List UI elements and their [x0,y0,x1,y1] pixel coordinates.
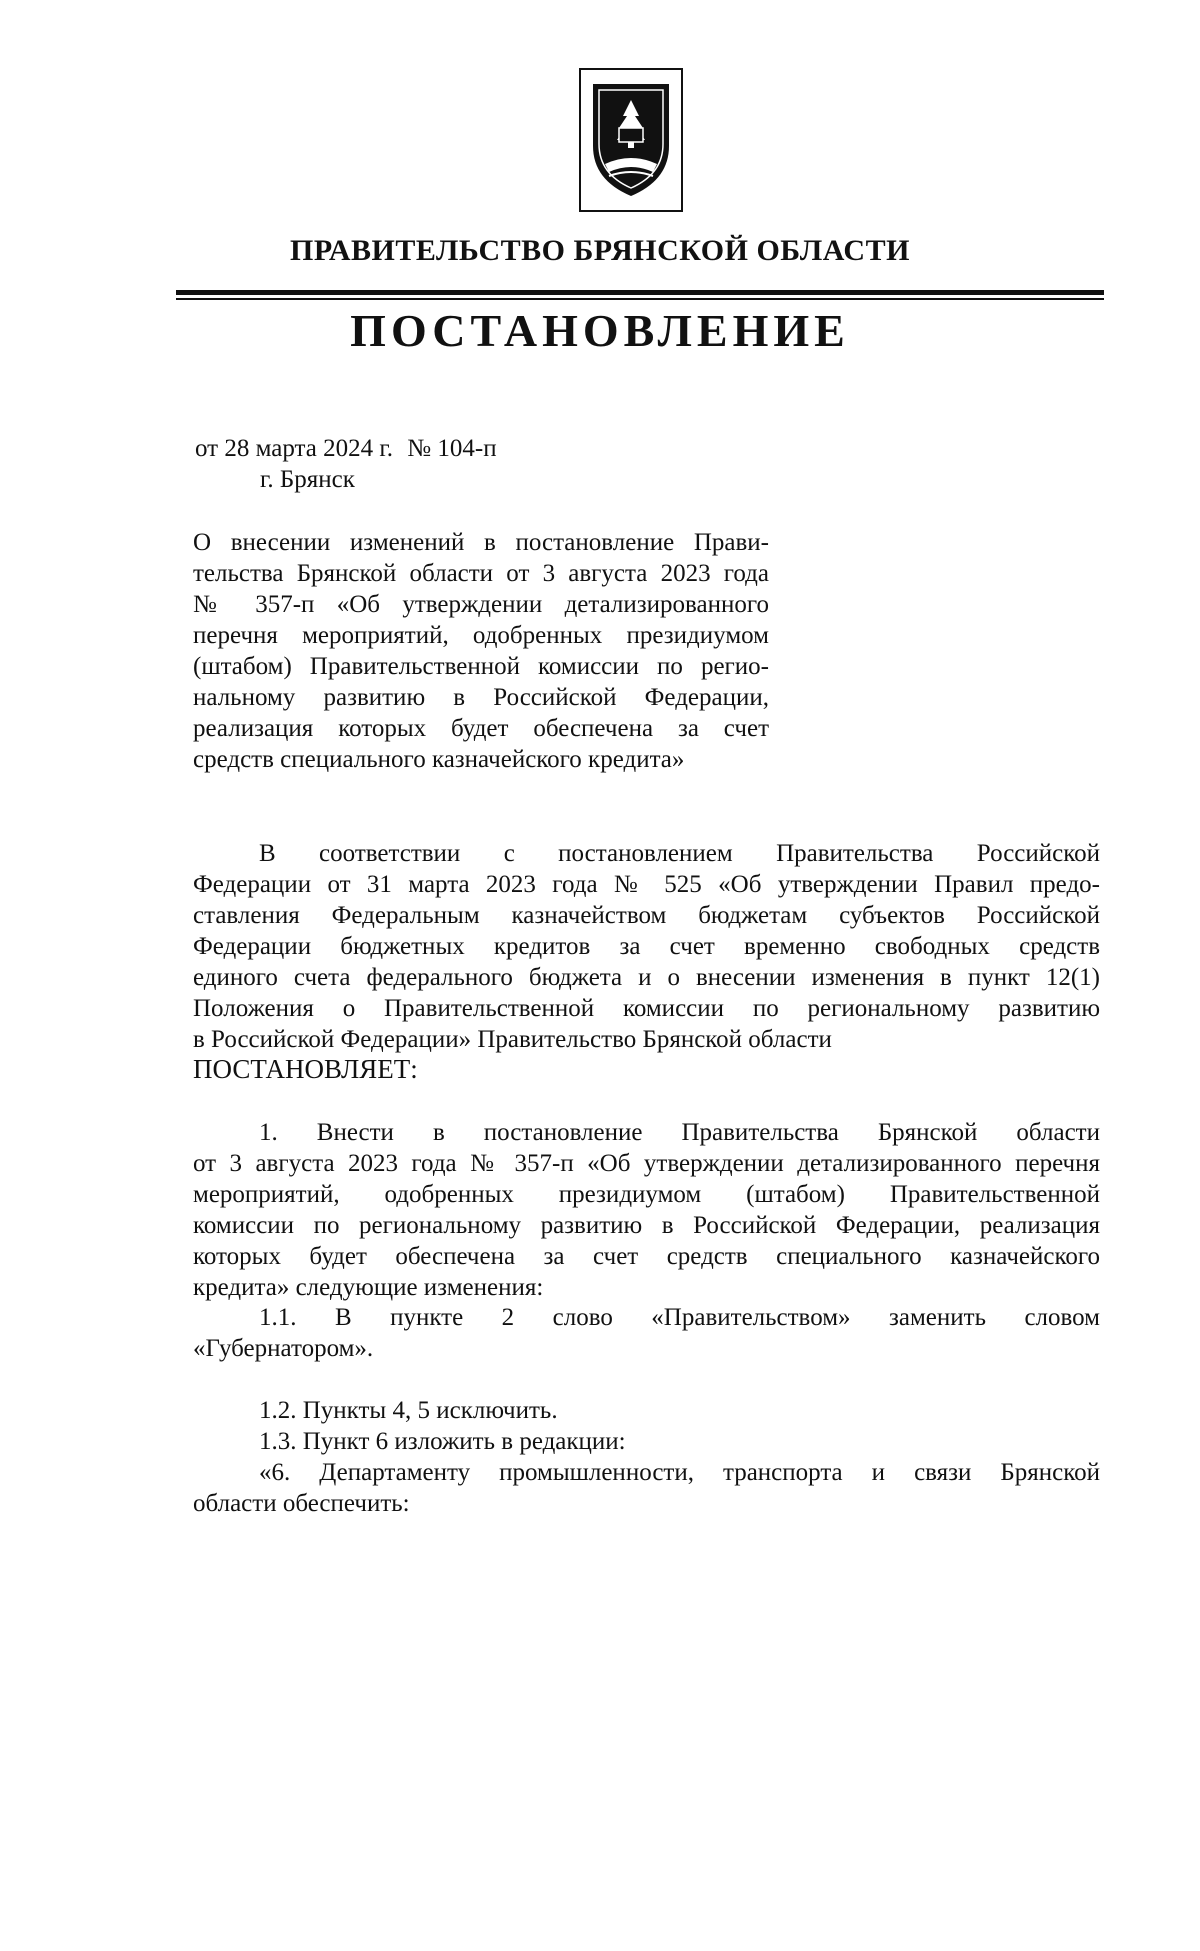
subject-line: О внесении изменений в постановление Прави- [193,529,769,556]
item-1-3-line: 1.3. Пункт 6 изложить в редакции: [259,1428,626,1455]
preamble-line: Положения о Правительственной комиссии по региональному развитию [193,995,1100,1022]
document-date-number [195,433,497,464]
preamble-line: Федерации от 31 марта 2023 года № 525 «Об утверждении Правил предо- [193,871,1100,898]
document-city: г. Брянск [260,466,355,493]
item-1-3-paragraph [193,1426,1100,1457]
item-1-2-paragraph [193,1395,1100,1426]
subject-line: № 357-п «Об утверждении детализированного [193,591,769,618]
item-6-line: «6. Департаменту промышленности, транспорта и связи Брянской [259,1459,1100,1486]
preamble-line: в Российской Федерации» Правительство Брянской области [193,1026,832,1053]
item-1-line: 1. Внести в постановление Правительства Брянской области [259,1119,1100,1146]
preamble-line: единого счета федерального бюджета и о внесении изменения в пункт 12(1) [193,964,1100,991]
item-1-1-line: «Губернатором». [193,1335,374,1362]
subject-line: нальному развитию в Российской Федерации, [193,684,769,711]
decree-word: ПОСТАНОВЛЯЕТ: [193,1054,418,1084]
subject-line: реализация которых будет обеспечена за счет [193,715,769,742]
document-subject [193,527,769,775]
item-1-line: мероприятий, одобренных президиумом (штабом) Правительственной [193,1181,1100,1208]
document-number: № 104-п [407,435,497,462]
preamble-line: Федерации бюджетных кредитов за счет временно свободных средств [193,933,1100,960]
subject-line: тельства Брянской области от 3 августа 2023 года [193,560,769,587]
item-1-1-paragraph [193,1302,1100,1364]
item-1-1-line: 1.1. В пункте 2 слово «Правительством» заменить словом [259,1304,1100,1331]
preamble-line: В соответствии с постановлением Правительства Российской [259,840,1100,867]
item-1-2-line: 1.2. Пункты 4, 5 исключить. [259,1397,558,1424]
document-date: от 28 марта 2024 г. [195,435,394,462]
subject-line: средств специального казначейского кредита» [193,746,685,773]
subject-line: перечня мероприятий, одобренных президиумом [193,622,769,649]
item-1-line: комиссии по региональному развитию в Российской Федерации, реализация [193,1212,1100,1239]
item-6-paragraph [193,1457,1100,1519]
item-1-line: кредита» следующие изменения: [193,1274,544,1301]
header-rule-thick [176,290,1104,295]
item-1-line: от 3 августа 2023 года № 357-п «Об утверждении детализированного перечня [193,1150,1100,1177]
item-1-paragraph [193,1117,1100,1303]
preamble-paragraph [193,838,1100,1055]
coat-of-arms-icon [579,68,683,212]
header-rule-thin [176,298,1104,300]
item-6-line: области обеспечить: [193,1490,410,1517]
item-1-line: которых будет обеспечена за счет средств специального казначейского [193,1243,1100,1270]
document-type-title: ПОСТАНОВЛЕНИЕ [350,305,850,356]
subject-line: (штабом) Правительственной комиссии по регио- [193,653,769,680]
organization-title: ПРАВИТЕЛЬСТВО БРЯНСКОЙ ОБЛАСТИ [290,234,910,267]
preamble-line: ставления Федеральным казначейством бюджетам субъектов Российской [193,902,1100,929]
